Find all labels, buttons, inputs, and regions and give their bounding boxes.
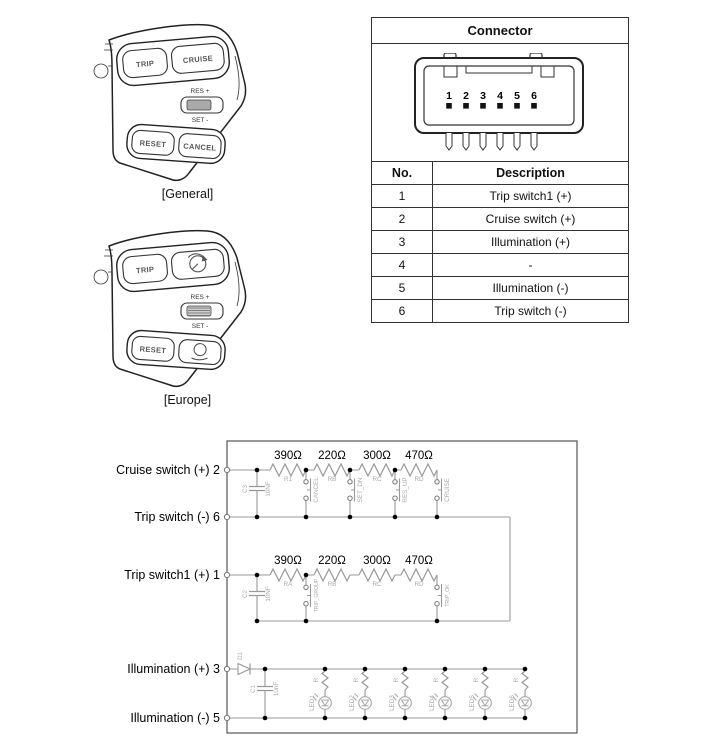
mount-ring <box>94 270 108 284</box>
resistor-name: R <box>393 677 400 683</box>
description-cell: Trip switch1 (+) <box>433 185 629 208</box>
resistor <box>314 464 350 476</box>
circuit-diagram <box>0 430 701 754</box>
resistor-name: R <box>353 677 360 683</box>
description-cell: Illumination (-) <box>433 277 629 300</box>
table-row <box>372 185 629 208</box>
resistor-name: RC <box>372 476 382 483</box>
switch-label: CRUISE <box>444 478 451 502</box>
pin-number: 5 <box>514 89 520 102</box>
connector-prongs <box>446 133 537 150</box>
capacitor <box>250 669 280 718</box>
set-minus-label: SET - <box>191 117 209 124</box>
resistor-name: RB <box>327 476 337 483</box>
rocker-pad <box>187 100 211 110</box>
resistor <box>442 671 448 690</box>
resistor <box>322 671 328 690</box>
resistor-name: R1 <box>283 476 293 483</box>
resistor <box>359 569 395 581</box>
led-branch <box>469 669 491 718</box>
led-branch <box>509 669 531 718</box>
pin-table <box>371 161 629 323</box>
switch-label: TRIP_GROUP <box>314 578 320 613</box>
resistor <box>401 464 437 476</box>
table-row <box>372 277 629 300</box>
connector-panel <box>371 17 629 323</box>
circuit-label-illum-pos: Illumination (+) 3 <box>127 662 220 676</box>
circuit-label-illum-neg: Illumination (-) 5 <box>130 711 220 725</box>
resistor <box>362 671 368 690</box>
led-branch <box>429 669 451 718</box>
table-header-row <box>372 162 629 185</box>
no-header: No. <box>372 162 433 185</box>
cruise-button-label: CRUISE <box>182 53 214 66</box>
led-name: LED2 <box>349 695 356 711</box>
switch-trip-ok <box>435 575 451 621</box>
bottom-button-group <box>126 124 226 165</box>
pin-number: 4 <box>497 89 503 102</box>
resistor-name: R <box>513 677 520 683</box>
resistor-value: 220Ω <box>318 450 346 462</box>
resistor-name: R <box>313 677 320 683</box>
mount-ring <box>94 64 108 78</box>
set-minus-label: SET - <box>191 323 209 330</box>
capacitor-value: 10NF <box>265 586 272 602</box>
cancel-button-label: CANCEL <box>183 141 217 153</box>
resistor-name: RC <box>372 581 382 588</box>
resistor-name: RA <box>283 581 293 588</box>
rocker-pad <box>187 306 211 316</box>
led-name: LED6 <box>509 695 516 711</box>
resistor-value: 390Ω <box>274 555 302 567</box>
europe-caption: [Europe] <box>163 393 212 407</box>
pin-cell: 3 <box>372 231 433 254</box>
diode <box>237 651 250 674</box>
pin-cell: 4 <box>372 254 433 277</box>
resistor-value: 390Ω <box>274 450 302 462</box>
capacitor-name: C3 <box>242 484 249 494</box>
led-branch <box>389 669 411 718</box>
switch-label: RES_UP <box>402 477 409 503</box>
table-row <box>372 254 629 277</box>
capacitor-name: C1 <box>250 684 257 694</box>
resistor <box>359 464 395 476</box>
description-cell: - <box>433 254 629 277</box>
trip-button-label: TRIP <box>135 264 155 276</box>
pin-number: 1 <box>446 89 452 102</box>
switch-label: TRIP_OK <box>445 584 451 607</box>
pin-cell: 1 <box>372 185 433 208</box>
table-row <box>372 231 629 254</box>
diode-name: D1 <box>237 651 244 661</box>
connector-title: Connector <box>371 17 629 44</box>
resistor <box>401 569 437 581</box>
resistor-value: 220Ω <box>318 555 346 567</box>
led-name: LED1 <box>309 695 316 711</box>
circuit-label-trip-neg: Trip switch (-) 6 <box>134 510 220 524</box>
circuit-label-cruise-pos: Cruise switch (+) 2 <box>116 463 220 477</box>
pin-cell: 2 <box>372 208 433 231</box>
resistor-name: RD <box>414 581 424 588</box>
switch-set-dn <box>348 470 364 517</box>
description-header: Description <box>433 162 629 185</box>
led-branch <box>349 669 371 718</box>
trip-button-label: TRIP <box>135 58 155 70</box>
resistor-name: RD <box>414 476 424 483</box>
top-button-group <box>115 241 230 293</box>
table-row <box>372 300 629 323</box>
capacitor-name: C2 <box>242 589 249 599</box>
pin-cell: 5 <box>372 277 433 300</box>
resistor-value: 470Ω <box>405 555 433 567</box>
connector-drawing-area <box>371 44 629 161</box>
resistor-value: 300Ω <box>363 555 391 567</box>
cancel-button <box>178 339 222 365</box>
switch-label: CANCEL <box>313 477 320 503</box>
resistor-name: R <box>433 677 440 683</box>
switch-res-up <box>393 470 409 517</box>
resistor <box>522 671 528 690</box>
resistor <box>402 671 408 690</box>
reset-button-label: RESET <box>139 344 167 356</box>
europe-switch-illustration <box>85 222 290 392</box>
capacitor <box>242 470 272 517</box>
resistor <box>270 464 306 476</box>
pin-number: 3 <box>480 89 486 102</box>
capacitor-value: 10nF <box>273 681 280 697</box>
description-cell: Trip switch (-) <box>433 300 629 323</box>
table-row <box>372 208 629 231</box>
general-switch-illustration <box>85 16 290 186</box>
switch-trip-group <box>304 575 320 621</box>
resistor-name: RB <box>327 581 337 588</box>
trip-row <box>227 555 510 623</box>
resistor-value: 300Ω <box>363 450 391 462</box>
capacitor <box>242 575 272 621</box>
bottom-button-group <box>126 330 226 371</box>
resistor-value: 470Ω <box>405 450 433 462</box>
pin-number: 2 <box>463 89 469 102</box>
description-cell: Illumination (+) <box>433 231 629 254</box>
res-plus-label: RES + <box>190 294 210 301</box>
switch-label: SET_DN <box>357 477 364 503</box>
led-name: LED4 <box>429 695 436 711</box>
capacitor-value: 10NF <box>265 481 272 497</box>
led-name: LED5 <box>469 695 476 711</box>
description-cell: Cruise switch (+) <box>433 208 629 231</box>
top-button-group <box>115 35 230 87</box>
resistor <box>270 569 306 581</box>
reset-button-label: RESET <box>139 138 167 150</box>
resistor <box>482 671 488 690</box>
resistor-name: R <box>473 677 480 683</box>
led-branch <box>309 669 331 718</box>
illumination-row <box>227 651 531 720</box>
circuit-label-trip1-pos: Trip switch1 (+) 1 <box>124 568 220 582</box>
general-caption: [General] <box>161 187 214 201</box>
res-plus-label: RES + <box>190 88 210 95</box>
pin-cell: 6 <box>372 300 433 323</box>
pin-number: 6 <box>531 89 537 102</box>
connector-drawing <box>414 53 586 153</box>
switch-cancel <box>304 470 320 517</box>
led-name: LED3 <box>389 695 396 711</box>
switch-cruise <box>435 470 451 517</box>
